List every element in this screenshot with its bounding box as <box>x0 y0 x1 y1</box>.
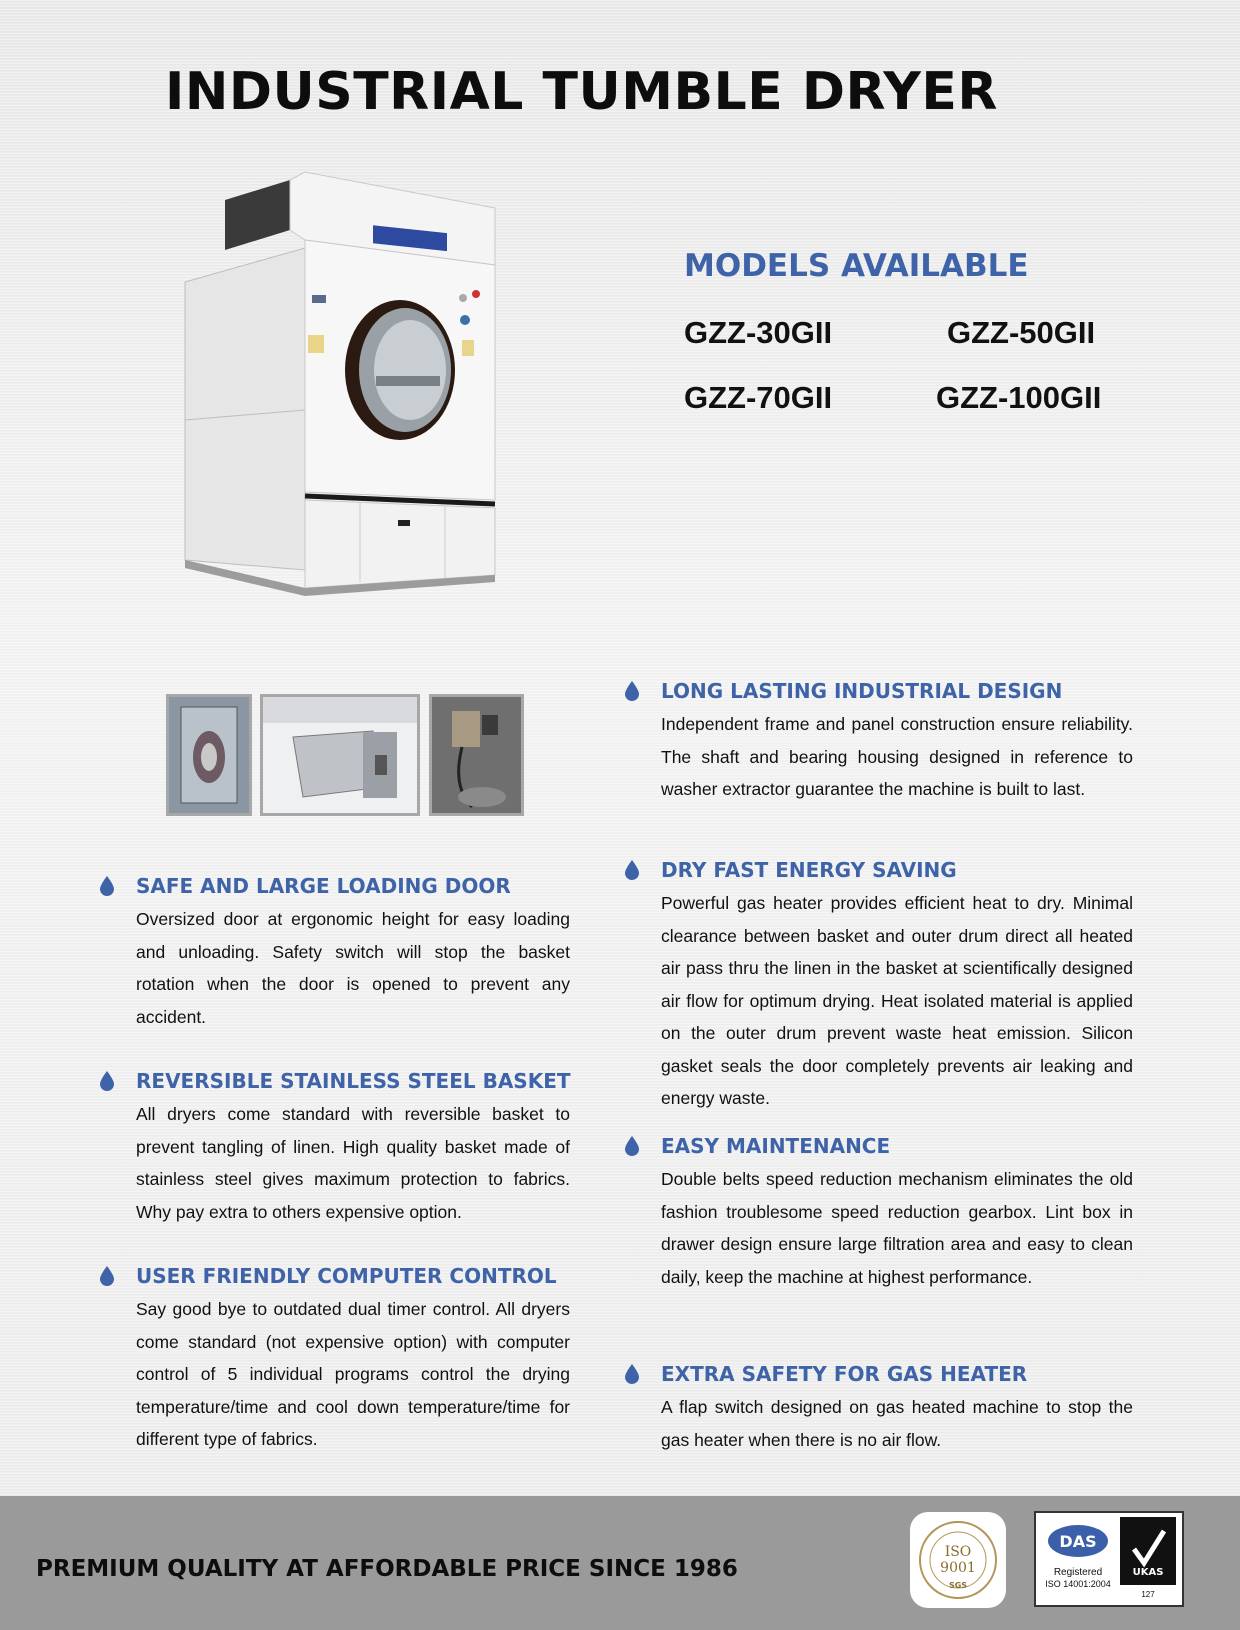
feature-text: Oversized door at ergonomic height for easy loading and unloading. Safety switch will stop the basket rotation when the door is opened to prevent any accident. <box>136 909 570 1027</box>
svg-text:ISO 14001:2004: ISO 14001:2004 <box>1045 1579 1111 1589</box>
feature-computer-control <box>136 1261 570 1456</box>
feature-heading: SAFE AND LARGE LOADING DOOR <box>136 874 511 898</box>
gas-heater-thumbnail <box>429 694 524 816</box>
water-drop-icon <box>623 1135 641 1157</box>
feature-loading-door <box>136 871 570 1033</box>
water-drop-icon <box>623 680 641 702</box>
feature-heading: EXTRA SAFETY FOR GAS HEATER <box>661 1362 1028 1386</box>
model-item: GZZ-50GII <box>947 315 1096 350</box>
svg-text:SGS: SGS <box>948 1581 968 1590</box>
feature-industrial-design <box>661 676 1133 806</box>
feature-text: Double belts speed reduction mechanism eliminates the old fashion troublesome speed reduction gearbox. Lint box in drawer design ensure large filtration area and easy to clean daily, keep the machine at highest performance. <box>661 1169 1133 1287</box>
feature-text: All dryers come standard with reversible basket to prevent tangling of linen. High quality basket made of stainless steel gives maximum protection to fabrics. Why pay extra to others expensive option. <box>136 1104 570 1222</box>
water-drop-icon <box>623 859 641 881</box>
feature-heading: DRY FAST ENERGY SAVING <box>661 858 957 882</box>
svg-text:9001: 9001 <box>940 1560 976 1576</box>
lint-drawer-thumbnail <box>260 694 420 816</box>
svg-text:Registered: Registered <box>1053 1567 1103 1578</box>
feature-text: A flap switch designed on gas heated machine to stop the gas heater when there is no air flow. <box>661 1397 1133 1450</box>
svg-text:DAS: DAS <box>1059 1532 1097 1551</box>
svg-text:ISO: ISO <box>944 1544 972 1560</box>
feature-heading: LONG LASTING INDUSTRIAL DESIGN <box>661 679 1063 703</box>
model-item: GZZ-100GII <box>936 380 1102 415</box>
svg-text:UKAS: UKAS <box>1132 1567 1164 1578</box>
water-drop-icon <box>98 1070 116 1092</box>
feature-heading: EASY MAINTENANCE <box>661 1134 891 1158</box>
footer-tagline: PREMIUM QUALITY AT AFFORDABLE PRICE SINCE 1986 <box>36 1556 738 1582</box>
model-item: GZZ-30GII <box>684 315 833 350</box>
feature-stainless-basket <box>136 1066 570 1228</box>
dryer-product-image <box>180 170 520 610</box>
model-item: GZZ-70GII <box>684 380 833 415</box>
feature-text: Powerful gas heater provides efficient heat to dry. Minimal clearance between basket and outer drum direct all heated air pass thru the linen in the basket at scientifically designed air flow for optimum drying. Heat isolated material is applied on the outer drum prevent waste heat emission. Silicon gasket seals the door completely prevents air leaking and energy waste. <box>661 893 1133 1108</box>
ukas-iso-14001-badge <box>1034 1511 1184 1607</box>
water-drop-icon <box>98 875 116 897</box>
iso-9001-badge <box>910 1512 1006 1608</box>
feature-text: Independent frame and panel construction ensure reliability. The shaft and bearing housing designed in reference to washer extractor guarantee the machine is built to last. <box>661 714 1133 799</box>
svg-text:127: 127 <box>1141 1590 1155 1599</box>
water-drop-icon <box>623 1363 641 1385</box>
water-drop-icon <box>98 1265 116 1287</box>
feature-heading: REVERSIBLE STAINLESS STEEL BASKET <box>136 1069 571 1093</box>
feature-easy-maintenance <box>661 1131 1133 1293</box>
feature-heading: USER FRIENDLY COMPUTER CONTROL <box>136 1264 557 1288</box>
feature-gas-safety <box>661 1359 1133 1456</box>
models-heading: MODELS AVAILABLE <box>684 248 1029 284</box>
page-title: INDUSTRIAL TUMBLE DRYER <box>165 62 998 122</box>
feature-text: Say good bye to outdated dual timer control. All dryers come standard (not expensive option) with computer control of 5 individual programs control the drying temperature/time and cool down temperature/time for different type of fabrics. <box>136 1299 570 1449</box>
feature-energy-saving <box>661 855 1133 1115</box>
basket-thumbnail <box>166 694 252 816</box>
